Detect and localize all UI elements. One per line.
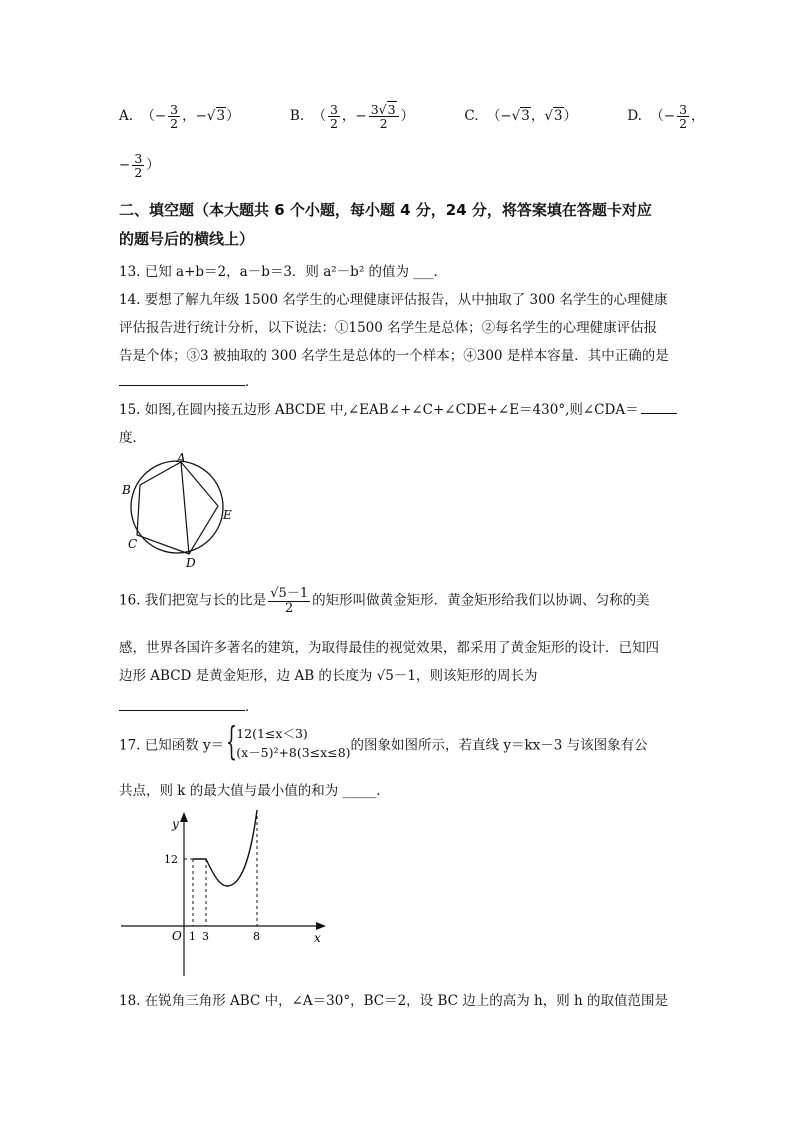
option-b-value: （ $\frac{3}{2}$ ，− $\frac{3√3}{2}$ ） xyxy=(312,102,419,132)
question-14-answer-line: ． xyxy=(119,370,259,390)
piecewise-function: { 12(1≤x＜3) (x－5)²+8(3≤x≤8) xyxy=(226,719,351,763)
question-15-line2: 度． xyxy=(119,430,146,446)
option-c-label: C. xyxy=(464,108,479,125)
tick-8-label: 8 xyxy=(253,930,260,943)
question-13: 13. 已知 a+b＝2，a－b＝3．则 a²－b² 的值为 ___． xyxy=(119,264,448,280)
section-title-line2: 的题号后的横线上） xyxy=(119,230,255,248)
question-15-line1: 15. 如图,在圆内接五边形 ABCDE 中,∠EAB∠+∠C+∠CDE+∠E＝430°,则∠CDA＝ xyxy=(119,398,677,418)
option-c-value: （−√3，√3） xyxy=(486,108,582,125)
tick-3-label: 3 xyxy=(202,930,209,943)
option-a-label: A. xyxy=(119,108,134,125)
question-14-line1: 14. 要想了解九年级 1500 名学生的心理健康评估报告，从中抽取了 300 名学生的心理健康 xyxy=(119,292,668,308)
function-graph xyxy=(118,808,333,980)
option-b-label: B. xyxy=(289,108,305,125)
question-17-line2: 共点，则 k 的最大值与最小值的和为 _____． xyxy=(119,783,390,799)
point-a-label: A xyxy=(177,451,186,465)
question-17-line1: 17. 已知函数 y＝ { 12(1≤x＜3) (x－5)²+8(3≤x≤8) 的图象如图所示，若直线 y＝kx－3 与该图象有公 xyxy=(119,719,648,763)
question-16-answer-line: ． xyxy=(119,695,259,715)
option-d-continued: − $\frac{3}{2}$ ） xyxy=(119,151,160,181)
section-title-line1: 二、填空题（本大题共 6 个小题，每小题 4 分，24 分，将答案填在答题卡对应 xyxy=(119,201,652,219)
option-d-value: （− $\frac{3}{2}$ ， xyxy=(650,102,705,132)
option-a-value: （− $\frac{3}{2}$ ，−√3） xyxy=(141,102,244,132)
point-b-label: B xyxy=(122,483,131,497)
question-16-line1: 16. 我们把宽与长的比是 $\frac{√5-1}{2}$ 的矩形叫做黄金矩形．黄金矩形给我们以协调、匀称的美 xyxy=(119,586,650,616)
question-18: 18. 在锐角三角形 ABC 中，∠A＝30°，BC＝2，设 BC 边上的高为 h，则 h 的取值范围是 xyxy=(119,993,669,1009)
point-c-label: C xyxy=(128,537,138,551)
options-row xyxy=(119,103,705,130)
question-16-line3: 边形 ABCD 是黄金矩形，边 AB 的长度为 √5－1，则该矩形的周长为 xyxy=(119,668,538,684)
tick-1-label: 1 xyxy=(189,930,196,943)
y-axis-label: y xyxy=(172,817,179,831)
question-14-line3: 告是个体；③3 被抽取的 300 名学生是总体的一个样本；④300 是样本容量．其中正确的是 xyxy=(119,348,669,364)
pentagon-figure xyxy=(118,450,248,575)
point-d-label: D xyxy=(186,556,196,570)
question-16-line2: 感，世界各国许多著名的建筑，为取得最佳的视觉效果，都采用了黄金矩形的设计．已知四 xyxy=(119,640,659,656)
option-d-label: D. xyxy=(627,108,642,125)
x-axis-label: x xyxy=(314,931,321,945)
question-14-line2: 评估报告进行统计分析，以下说法：①1500 名学生是总体；②每名学生的心理健康评估报 xyxy=(119,320,658,336)
tick-12-label: 12 xyxy=(164,853,178,866)
origin-label: O xyxy=(172,929,182,943)
point-e-label: E xyxy=(223,508,232,522)
